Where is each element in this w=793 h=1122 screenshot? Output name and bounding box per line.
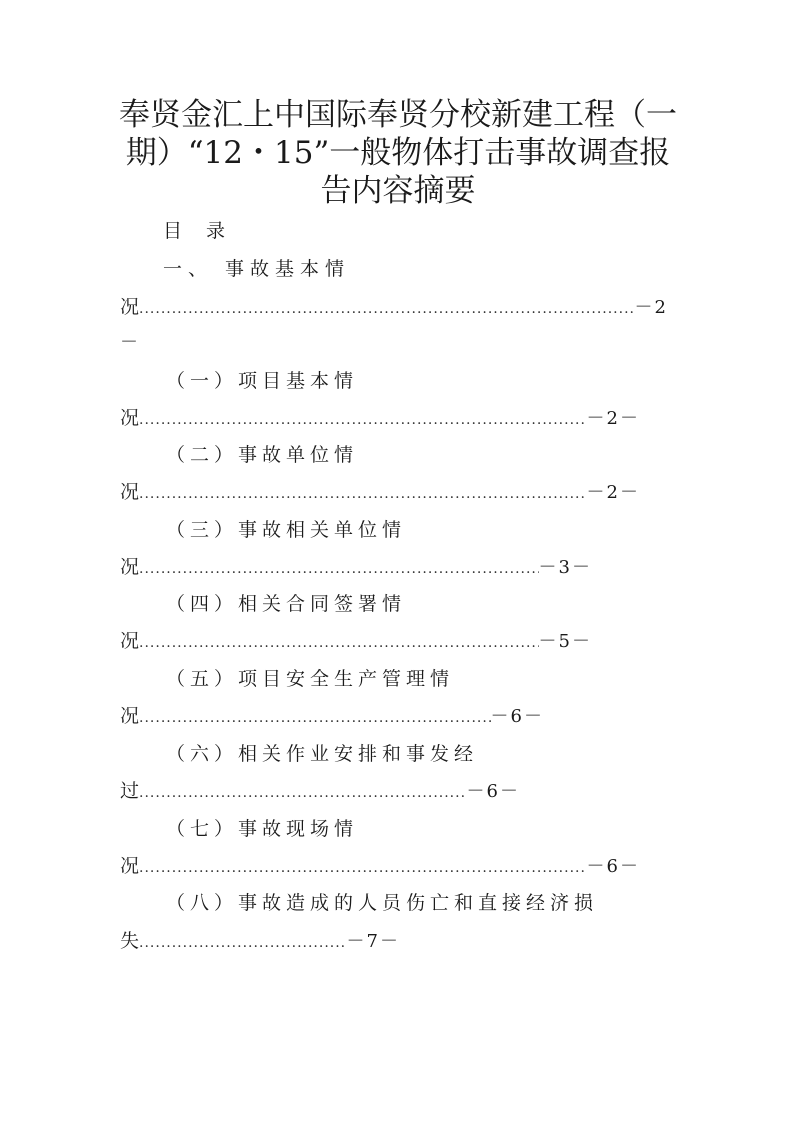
toc-entry-leader[interactable] [120,928,400,956]
toc-entry-label: （一）项目基本情 [166,370,359,392]
title-line-1: 奉贤金汇上中国际奉贤分校新建工程（一 [119,97,677,133]
toc-entry-lead-char: 况 [120,481,140,503]
toc-entry-leader[interactable] [120,778,520,806]
toc-page-number: －5－ [538,631,592,652]
toc-entry-leader[interactable] [120,853,640,881]
toc-page-number: －6－ [490,706,544,727]
toc-entry-lead-char: 况 [120,407,140,429]
toc-entry-label: 一、 事故基本情 [163,258,351,280]
toc-entry-lead-char: 况 [120,296,140,318]
toc-dot-leader [139,930,347,956]
toc-dot-leader [139,855,587,881]
toc-entry-lead-char: 失 [120,930,140,952]
toc-entry-leader[interactable] [120,405,640,433]
toc-dot-leader [139,780,467,806]
toc-dot-leader [139,630,539,656]
toc-page-number: －3－ [538,557,592,578]
toc-dot-leader [139,296,635,322]
toc-entry-label: （二）事故单位情 [166,444,359,466]
toc-entry-lead-char: 况 [120,855,140,877]
toc-page-number: －2－ [586,408,640,429]
toc-dot-leader [139,407,587,433]
toc-entry-leader[interactable] [120,479,640,507]
toc-dot-leader [139,556,539,582]
toc-entry-lead-char: 过 [120,780,140,802]
toc-page-number: －6－ [466,781,520,802]
toc-page-number: －2 [634,297,668,318]
toc-entry-label: （五）项目安全生产管理情 [166,668,455,690]
toc-dot-leader [139,705,491,731]
toc-entry-label: （八）事故造成的人员伤亡和直接经济损 [166,892,599,914]
toc-entry-lead-char: 况 [120,556,140,578]
toc-entry-label: （七）事故现场情 [166,818,359,840]
title-line-3: 告内容摘要 [320,173,476,209]
toc-entry-leader[interactable] [120,554,592,582]
toc-entry-leader[interactable] [120,294,668,322]
toc-entry-label: （三）事故相关单位情 [166,519,407,541]
toc-page-number: －2－ [586,482,640,503]
toc-page-number: －7－ [346,931,400,952]
toc-entry-leader[interactable] [120,703,544,731]
toc-heading: 目 录 [163,220,235,242]
toc-entry-leader[interactable] [120,628,592,656]
toc-entry-lead-char: 况 [120,630,140,652]
toc-page-number-wrap: － [120,332,138,353]
toc-page-number: －6－ [586,856,640,877]
toc-entry-label: （六）相关作业安排和事发经 [166,743,479,765]
title-line-2: 期）“12・15”一般物体打击事故调查报 [125,135,671,171]
toc-entry-label: （四）相关合同签署情 [166,593,407,615]
toc-dot-leader [139,481,587,507]
toc-entry-lead-char: 况 [120,705,140,727]
